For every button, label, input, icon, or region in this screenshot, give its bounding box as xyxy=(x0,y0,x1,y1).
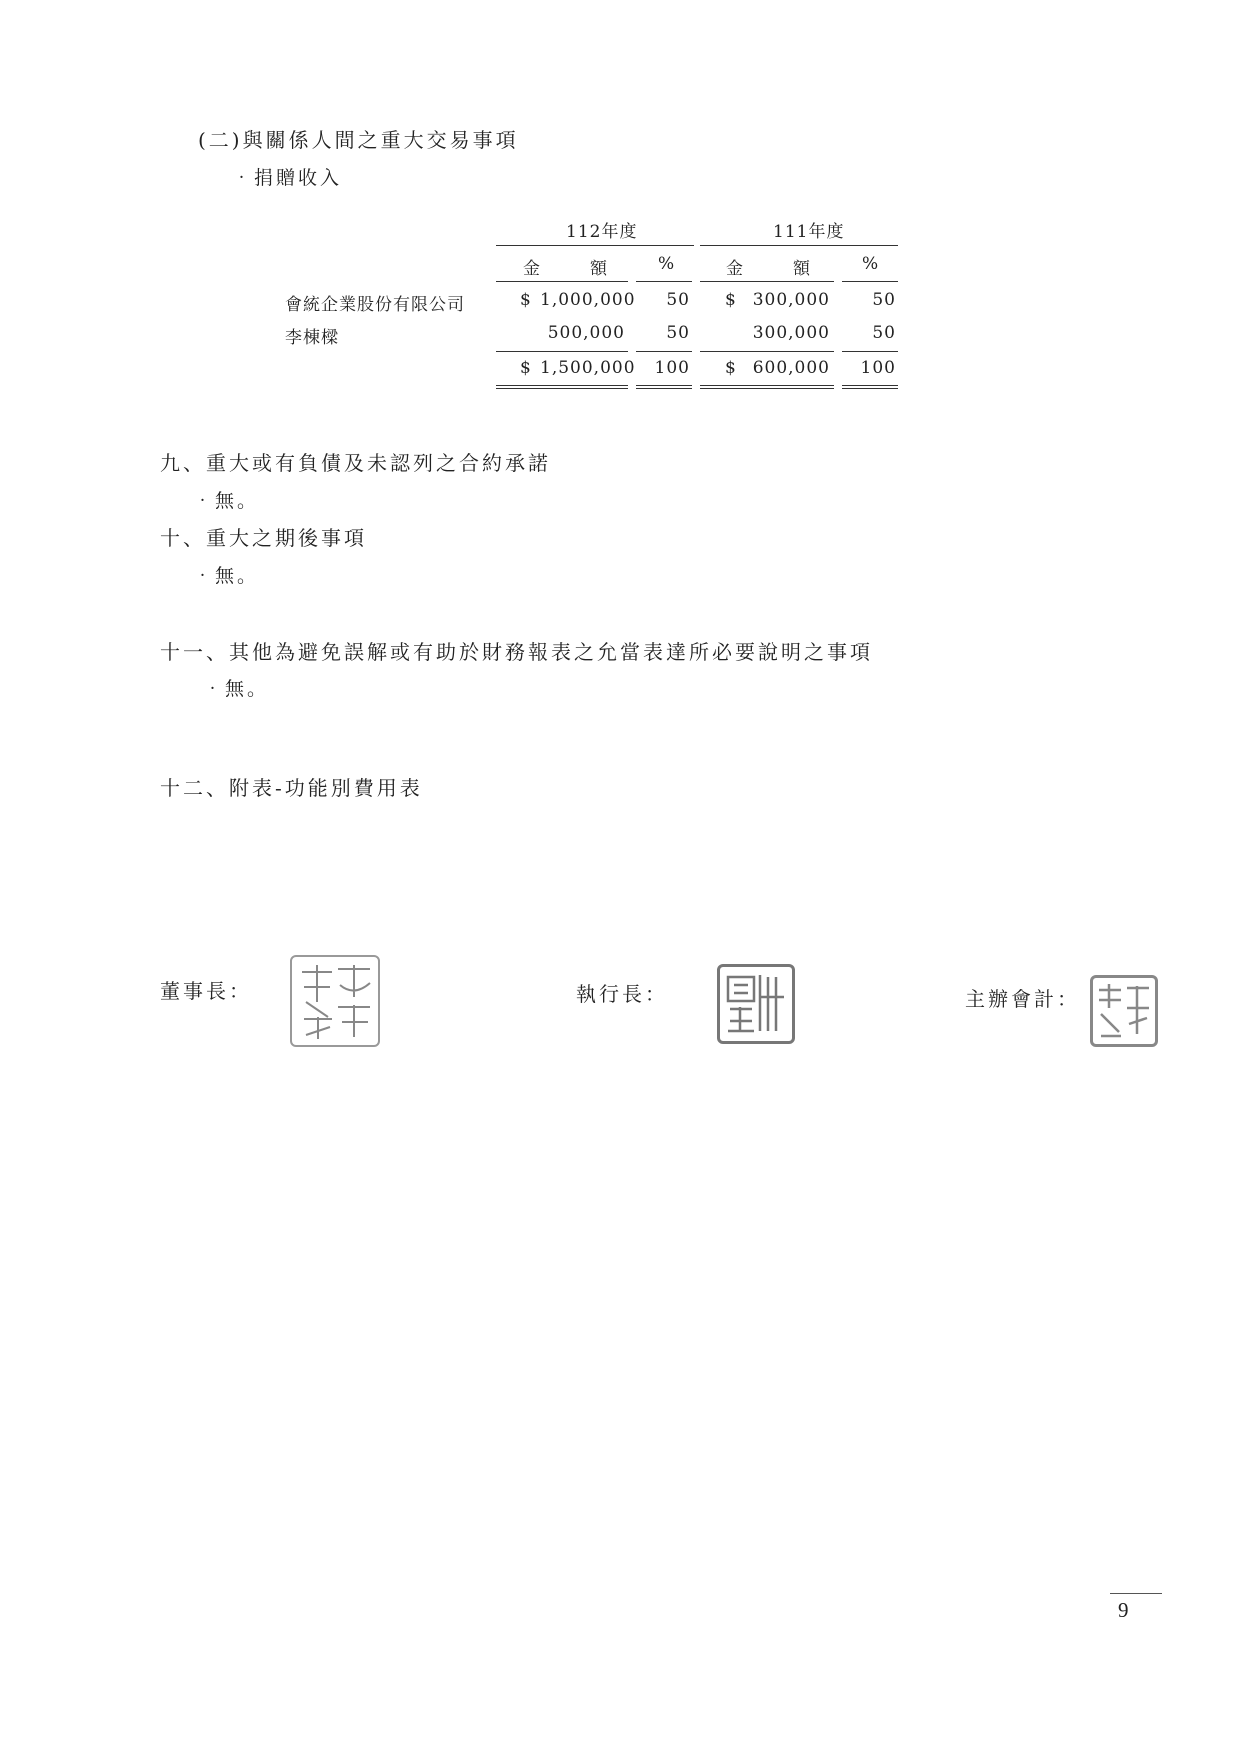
currency-sign: $ xyxy=(725,290,737,310)
section-body-9: ‧無。 xyxy=(193,490,260,512)
chairman-label: 董事長： xyxy=(160,979,252,1003)
year-112-header: 112年度 xyxy=(566,222,638,242)
section-body-11: ‧無。 xyxy=(203,678,270,700)
col-amount-left-2: 金 xyxy=(726,259,744,279)
y1-amount: 500,000 xyxy=(547,323,625,343)
section-heading-10: 十、重大之期後事項 xyxy=(160,526,367,550)
year-112-underline xyxy=(496,245,694,246)
ceo-label: 執行長： xyxy=(576,982,668,1006)
ceo-seal xyxy=(717,964,795,1044)
col-amount-right-1: 額 xyxy=(590,259,608,279)
col-pct-1: % xyxy=(658,254,676,274)
header-rule-pct-1 xyxy=(636,281,692,282)
col-amount-left-1: 金 xyxy=(523,259,541,279)
y1-pct: 50 xyxy=(666,290,690,310)
seal-glyph xyxy=(720,967,792,1041)
accountant-seal xyxy=(1090,975,1158,1047)
subtotal-rule-pct-1 xyxy=(636,351,692,352)
section-heading-11: 十一、其他為避免誤解或有助於財務報表之允當表達所必要說明之事項 xyxy=(160,640,873,664)
year-111-underline xyxy=(700,245,898,246)
section-body-10: ‧無。 xyxy=(193,565,260,587)
y2-amount: 300,000 xyxy=(752,323,830,343)
total-double-rule-amount-2 xyxy=(700,385,834,389)
total-y1-pct: 100 xyxy=(654,358,690,378)
total-double-rule-amount-1 xyxy=(496,385,628,389)
col-amount-right-2: 額 xyxy=(793,259,811,279)
seal-glyph xyxy=(292,957,378,1045)
header-rule-amount-1 xyxy=(496,281,628,282)
seal-glyph xyxy=(1093,978,1155,1044)
section-heading-9: 九、重大或有負債及未認列之合約承諾 xyxy=(160,451,551,475)
y1-amount: 1,000,000 xyxy=(540,290,636,310)
year-111-header: 111年度 xyxy=(773,222,845,242)
currency-sign: $ xyxy=(725,358,737,378)
chairman-seal xyxy=(290,955,380,1047)
total-y2-pct: 100 xyxy=(860,358,896,378)
accountant-label: 主辦會計： xyxy=(965,987,1080,1011)
total-double-rule-pct-1 xyxy=(636,385,692,389)
header-rule-amount-2 xyxy=(700,281,834,282)
header-rule-pct-2 xyxy=(842,281,898,282)
y2-pct: 50 xyxy=(872,323,896,343)
currency-sign: $ xyxy=(520,290,532,310)
page-number: 9 xyxy=(1118,1598,1129,1622)
subtotal-rule-pct-2 xyxy=(842,351,898,352)
total-double-rule-pct-2 xyxy=(842,385,898,389)
subtotal-rule-amount-2 xyxy=(700,351,834,352)
page-number-rule xyxy=(1110,1593,1162,1594)
total-y2-amount: 600,000 xyxy=(752,358,830,378)
row-name: 李棟樑 xyxy=(285,328,339,348)
y2-amount: 300,000 xyxy=(752,290,830,310)
total-y1-amount: 1,500,000 xyxy=(540,358,636,378)
section-heading-12: 十二、附表-功能別費用表 xyxy=(160,776,423,800)
currency-sign: $ xyxy=(520,358,532,378)
donation-income-heading: ‧捐贈收入 xyxy=(232,167,343,189)
section-heading-related-party: (二)與關係人間之重大交易事項 xyxy=(198,128,519,152)
row-name: 會統企業股份有限公司 xyxy=(285,295,465,315)
y1-pct: 50 xyxy=(666,323,690,343)
y2-pct: 50 xyxy=(872,290,896,310)
subtotal-rule-amount-1 xyxy=(496,351,628,352)
col-pct-2: % xyxy=(862,254,880,274)
